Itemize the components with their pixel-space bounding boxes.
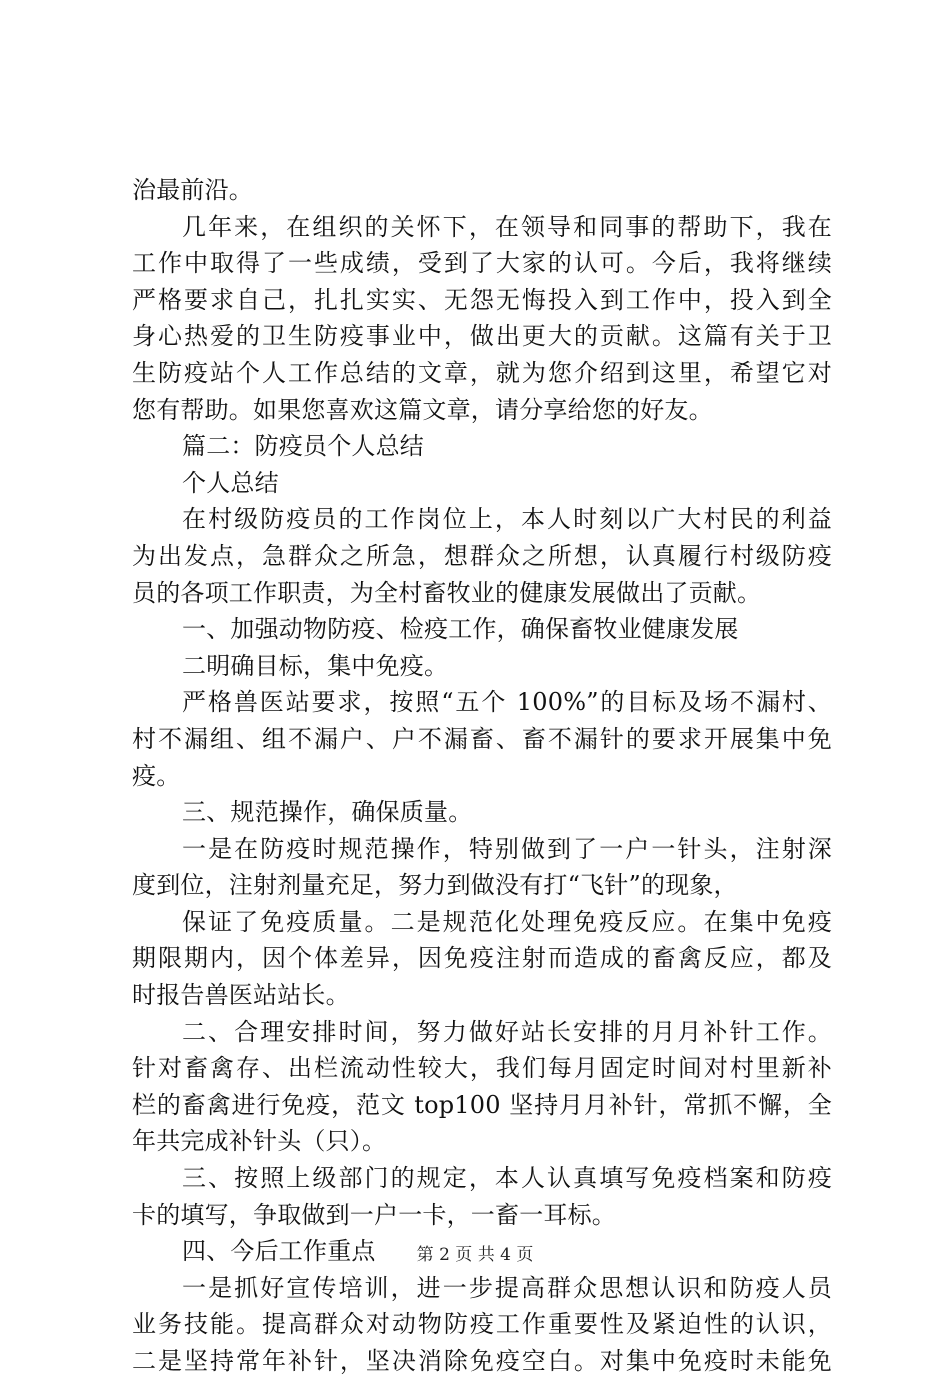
document-body [132, 172, 832, 1380]
text-line: 二明确目标，集中免疫。 [182, 651, 449, 680]
text-line: 针对畜禽存、出栏流动性较大，我们每月固定时间对村里新补 [132, 1054, 832, 1083]
text-line: 身心热爱的卫生防疫事业中，做出更大的贡献。这篇有关于卫 [132, 322, 832, 351]
text-line: 三、规范操作，确保质量。 [182, 798, 473, 827]
text-line: 业务技能。提高群众对动物防疫工作重要性及紧迫性的认识， [132, 1310, 832, 1339]
text-line: 员的各项工作职责，为全村畜牧业的健康发展做出了贡献。 [132, 578, 762, 607]
text-line: 几年来，在组织的关怀下，在领导和同事的帮助下，我在 [182, 212, 832, 241]
text-line: 您有帮助。如果您喜欢这篇文章，请分享给您的好友。 [132, 395, 713, 424]
text-line: 工作中取得了一些成绩，受到了大家的认可。今后，我将继续 [132, 249, 832, 278]
text-line: 栏的畜禽进行免疫，范文 top100 坚持月月补针，常抓不懈，全 [132, 1090, 832, 1119]
text-line: 卡的填写，争取做到一户一卡，一畜一耳标。 [132, 1200, 616, 1229]
text-line: 二、合理安排时间，努力做好站长安排的月月补针工作。 [182, 1017, 832, 1046]
text-line: 篇二：防疫员个人总结 [182, 432, 424, 461]
text-line: 为出发点，急群众之所急，想群众之所想，认真履行村级防疫 [132, 541, 832, 570]
text-line: 一、加强动物防疫、检疫工作，确保畜牧业健康发展 [182, 615, 739, 644]
text-line: 年共完成补针头（只）。 [132, 1127, 387, 1156]
text-line: 保证了免疫质量。二是规范化处理免疫反应。在集中免疫 [182, 907, 832, 936]
text-line: 个人总结 [182, 468, 279, 497]
text-line: 一是在防疫时规范操作，特别做到了一户一针头，注射深 [182, 834, 832, 863]
text-line: 治最前沿。 [132, 176, 253, 204]
text-line: 四、今后工作重点 [182, 1237, 376, 1266]
text-line: 度到位，注射剂量充足，努力到做没有打“飞针”的现象， [132, 871, 738, 900]
text-line: 二是坚持常年补针，坚决消除免疫空白。对集中免疫时未能免 [132, 1347, 832, 1375]
text-line: 严格要求自己，扎扎实实、无怨无悔投入到工作中，投入到全 [132, 285, 832, 314]
text-line: 在村级防疫员的工作岗位上，本人时刻以广大村民的利益 [182, 505, 832, 534]
text-line: 期限期内，因个体差异，因免疫注射而造成的畜禽反应，都及 [132, 944, 832, 973]
text-line: 三、按照上级部门的规定，本人认真填写免疫档案和防疫 [182, 1164, 832, 1193]
text-line: 生防疫站个人工作总结的文章，就为您介绍到这里，希望它对 [132, 358, 832, 387]
text-line: 严格兽医站要求，按照“五个 100%”的目标及场不漏村、 [182, 688, 832, 717]
text-line: 一是抓好宣传培训，进一步提高群众思想认识和防疫人员 [182, 1273, 832, 1302]
page-number-footer: 第 2 页 共 4 页 [416, 1245, 534, 1265]
text-line: 时报告兽医站站长。 [132, 981, 350, 1010]
text-line: 疫。 [132, 761, 181, 790]
text-line: 村不漏组、组不漏户、户不漏畜、畜不漏针的要求开展集中免 [132, 724, 832, 753]
